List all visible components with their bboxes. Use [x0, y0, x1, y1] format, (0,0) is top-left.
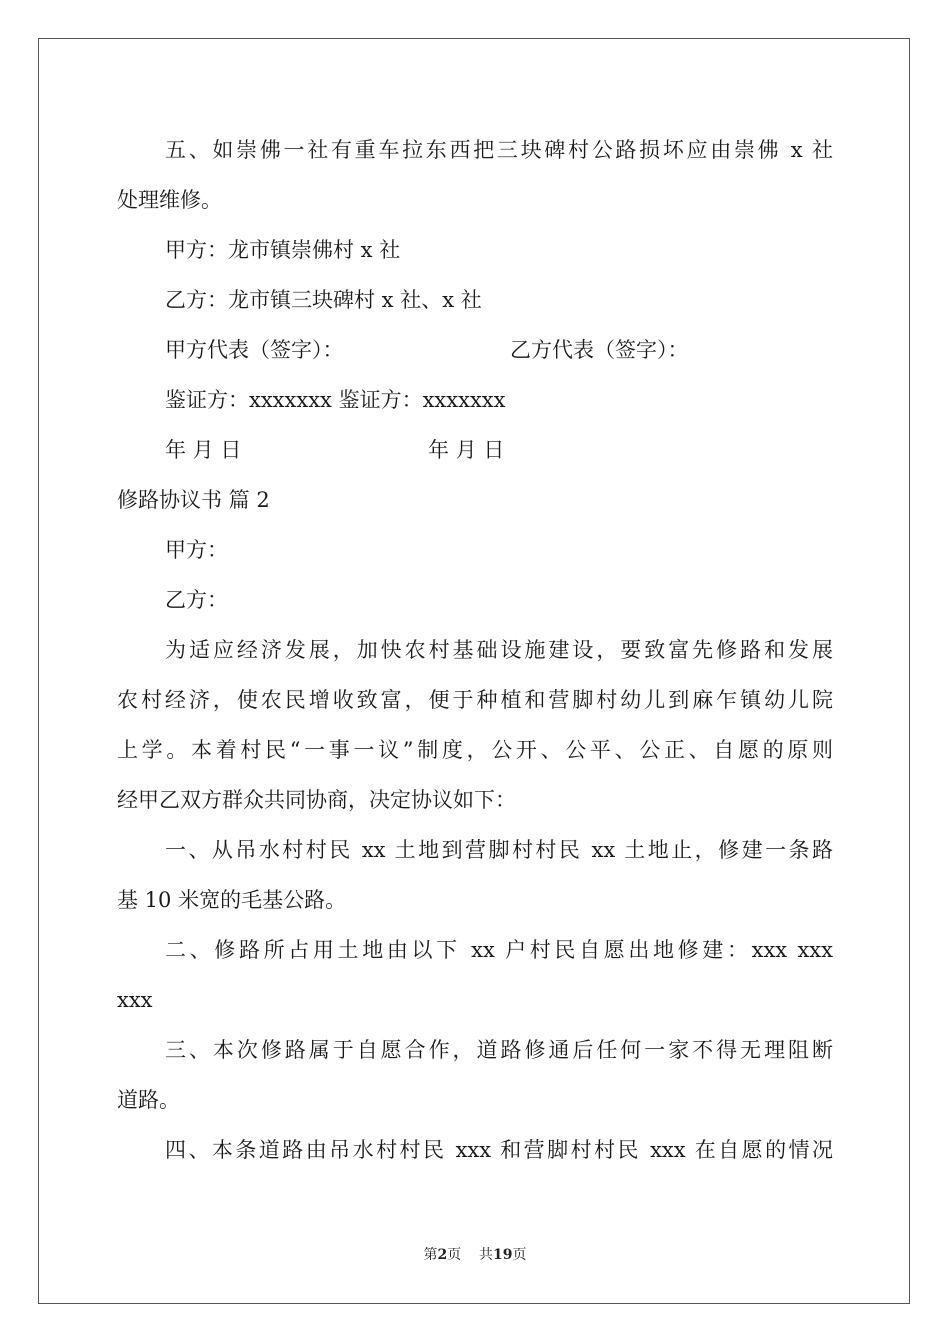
paragraph-line: 三、本次修路属于自愿合作，道路修通后任何一家不得无理阻断: [165, 1038, 833, 1062]
footer-total-pages: 19: [493, 1247, 513, 1263]
party-a-line: 甲方：龙市镇崇佛村 x 社: [165, 238, 401, 262]
party-b-line: 乙方：龙市镇三块碑村 x 社、x 社: [165, 288, 482, 312]
paragraph-line: 道路。: [117, 1088, 180, 1112]
footer-page-number: 2: [437, 1247, 448, 1263]
footer-middle: 页 共: [447, 1247, 494, 1263]
party-b-label: 乙方：: [165, 588, 228, 612]
paragraph-line: 处理维修。: [117, 188, 222, 212]
paragraph-line: 一、从吊水村村民 xx 土地到营脚村村民 xx 土地止，修建一条路: [165, 838, 833, 862]
paragraph-line: 四、本条道路由吊水村村民 xxx 和营脚村村民 xxx 在自愿的情况: [165, 1138, 833, 1162]
paragraph-line: 经甲乙双方群众共同协商，决定协议如下：: [117, 788, 516, 812]
paragraph-line: 五、如崇佛一社有重车拉东西把三块碑村公路损坏应由崇佛 x 社: [165, 138, 833, 162]
witness-line: 鉴证方：xxxxxxx 鉴证方：xxxxxxx: [165, 388, 506, 412]
party-a-signature: 甲方代表（签字）：: [165, 338, 344, 362]
party-b-signature: 乙方代表（签字）：: [510, 338, 689, 362]
page-footer: [0, 1244, 950, 1264]
party-a-label: 甲方：: [165, 538, 228, 562]
paragraph-line: 基 10 米宽的毛基公路。: [117, 888, 347, 912]
date-left: 年 月 日: [165, 438, 242, 462]
paragraph-line: 为适应经济发展，加快农村基础设施建设，要致富先修路和发展: [165, 638, 833, 662]
paragraph-line: 二、修路所占用土地由以下 xx 户村民自愿出地修建：xxx xxx: [165, 938, 833, 962]
paragraph-line: xxx: [117, 988, 153, 1012]
paragraph-line: 农村经济，使农民增收致富，便于种植和营脚村幼儿到麻乍镇幼儿院: [117, 688, 833, 712]
footer-prefix: 第: [423, 1247, 438, 1263]
date-right: 年 月 日: [428, 438, 505, 462]
paragraph-line: 上学。本着村民“一事一议”制度，公开、公平、公正、自愿的原则: [117, 738, 833, 762]
section-heading: 修路协议书 篇 2: [117, 488, 270, 512]
footer-suffix: 页: [512, 1247, 527, 1263]
